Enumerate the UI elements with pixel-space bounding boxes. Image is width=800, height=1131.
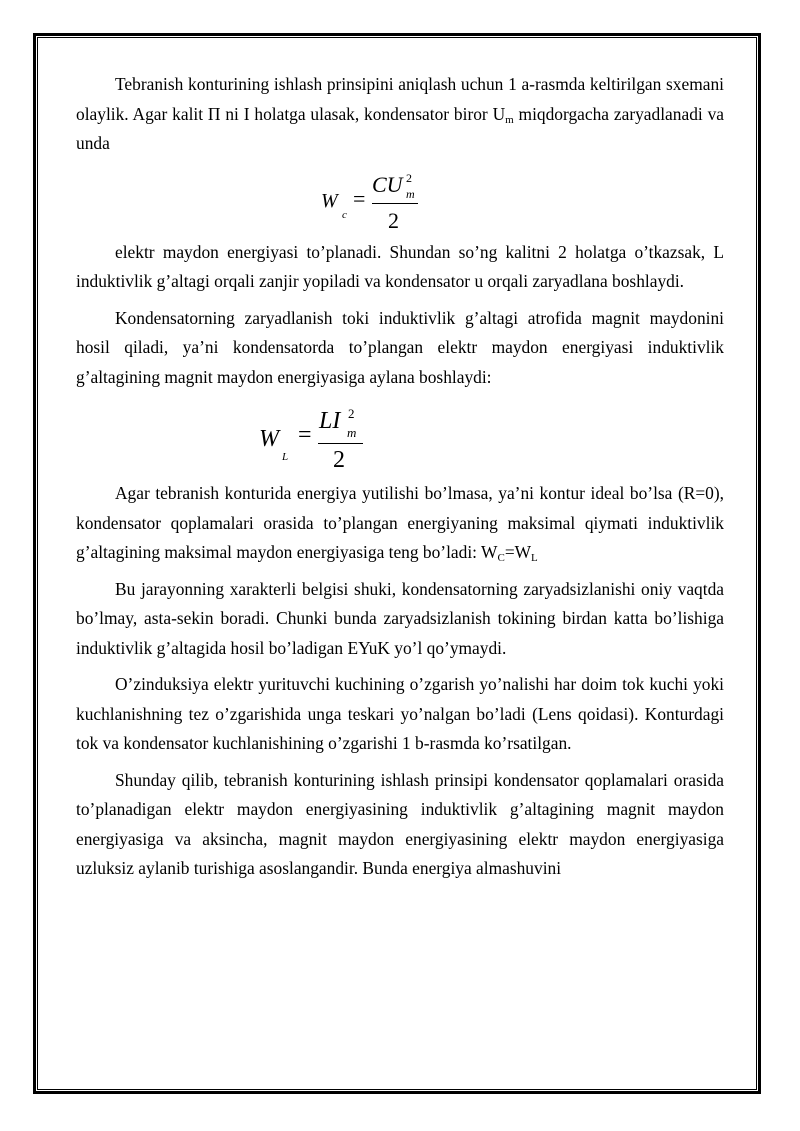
paragraph-4 — [76, 479, 724, 568]
formula-magnetic-energy — [76, 399, 724, 479]
formula-1-lhs-sub: c — [342, 208, 347, 221]
paragraph-7: Shunday qilib, tebranish konturining ishlash prinsipi kondensator qoplamalari orasida to’planadigan elektr maydon energiyasining induktivlik g’altagining magnit maydon energiyasiga va aksincha, magnit maydon energiyasining elektr maydon energiyasiga uzluksiz aylanib turishiga asoslangandir. Bunda energiya almashuvini — [76, 769, 724, 878]
formula-2-power: 2 — [348, 406, 355, 421]
formula-1-num-sub: m — [406, 186, 415, 201]
paragraph-6: O’zinduksiya elektr yurituvchi kuchining o’zgarish yo’nalishi har doim tok kuchi yoki kuchlanishning tez o’zgarishida unga teskari yo’nalgan bo’ladi (Lens qoidasi). Konturdagi tok va kondensator kuchlanishining o’zgarishi 1 b-rasmda ko’rsatilgan. — [76, 674, 724, 753]
um-subscript: m — [505, 113, 514, 126]
formula-2-equals: = — [298, 422, 312, 448]
formula-2-num-sub: m — [347, 425, 357, 440]
formula-2-numerator: LI — [319, 408, 341, 434]
paragraph-1 — [76, 70, 724, 159]
paragraph-2: elektr maydon energiyasi to’planadi. Shundan so’ng kalitni 2 holatga o’tkazsak, L induktivlik g’altagi orqali zanjir yopiladi va kondensator u orqali zaryadlana boshlaydi. — [76, 241, 724, 291]
formula-2-lhs: W — [259, 426, 279, 452]
formula-2-denominator: 2 — [333, 447, 345, 473]
paragraph-4-mid: =W — [504, 542, 532, 562]
paragraph-1-text: Tebranish konturining ishlash prinsipini aniqlash uchun 1 a-rasmda keltirilgan sxemani olaylik. Agar kalit П ni I holatga ulasak, kondensator biror U — [76, 74, 724, 124]
formula-electric-energy — [76, 166, 724, 238]
formula-1-lhs: W — [321, 189, 338, 212]
paragraph-4-text: Agar tebranish konturida energiya yutilishi bo’lmasa, ya’ni kontur ideal bo’lsa (R=0), kondensator qoplamalari orasida to’plangan energiyaning maksimal qiymati induktivlik g’altagining maksimal maydon energiyasiga teng bo’ladi: W — [76, 483, 724, 562]
formula-2-lhs-sub: L — [282, 451, 289, 463]
document-body — [76, 70, 724, 891]
paragraph-3: Kondensatorning zaryadlanish toki induktivlik g’altagi atrofida magnit maydonini hosil qiladi, ya’ni kondensatorda to’plangan elektr maydon energiyasi induktivlik g’altagining magnit maydon energiyasiga aylana boshlaydi: — [76, 307, 724, 387]
formula-1-numerator: CU — [372, 171, 403, 197]
formula-2-fraction-bar — [318, 443, 363, 444]
wc-subscript: C — [497, 552, 505, 564]
formula-1-denominator: 2 — [388, 207, 399, 233]
formula-1-fraction-bar — [372, 203, 418, 204]
paragraph-5: Bu jarayonning xarakterli belgisi shuki, kondensatorning zaryadsizlanishi oniy vaqtda bo’lmay, asta-sekin boradi. Chunki bunda zaryadsizlanish tokining birdan katta bo’lishiga induktivlik g’altagida hosil bo’ladigan EYuK yo’l qo’ymaydi. — [76, 578, 724, 658]
formula-1-power: 2 — [406, 170, 412, 185]
wl-subscript: L — [531, 552, 538, 564]
formula-1-equals: = — [353, 185, 366, 211]
paragraph-1-end: miqdorgacha zaryadlanadi va unda — [76, 103, 724, 153]
